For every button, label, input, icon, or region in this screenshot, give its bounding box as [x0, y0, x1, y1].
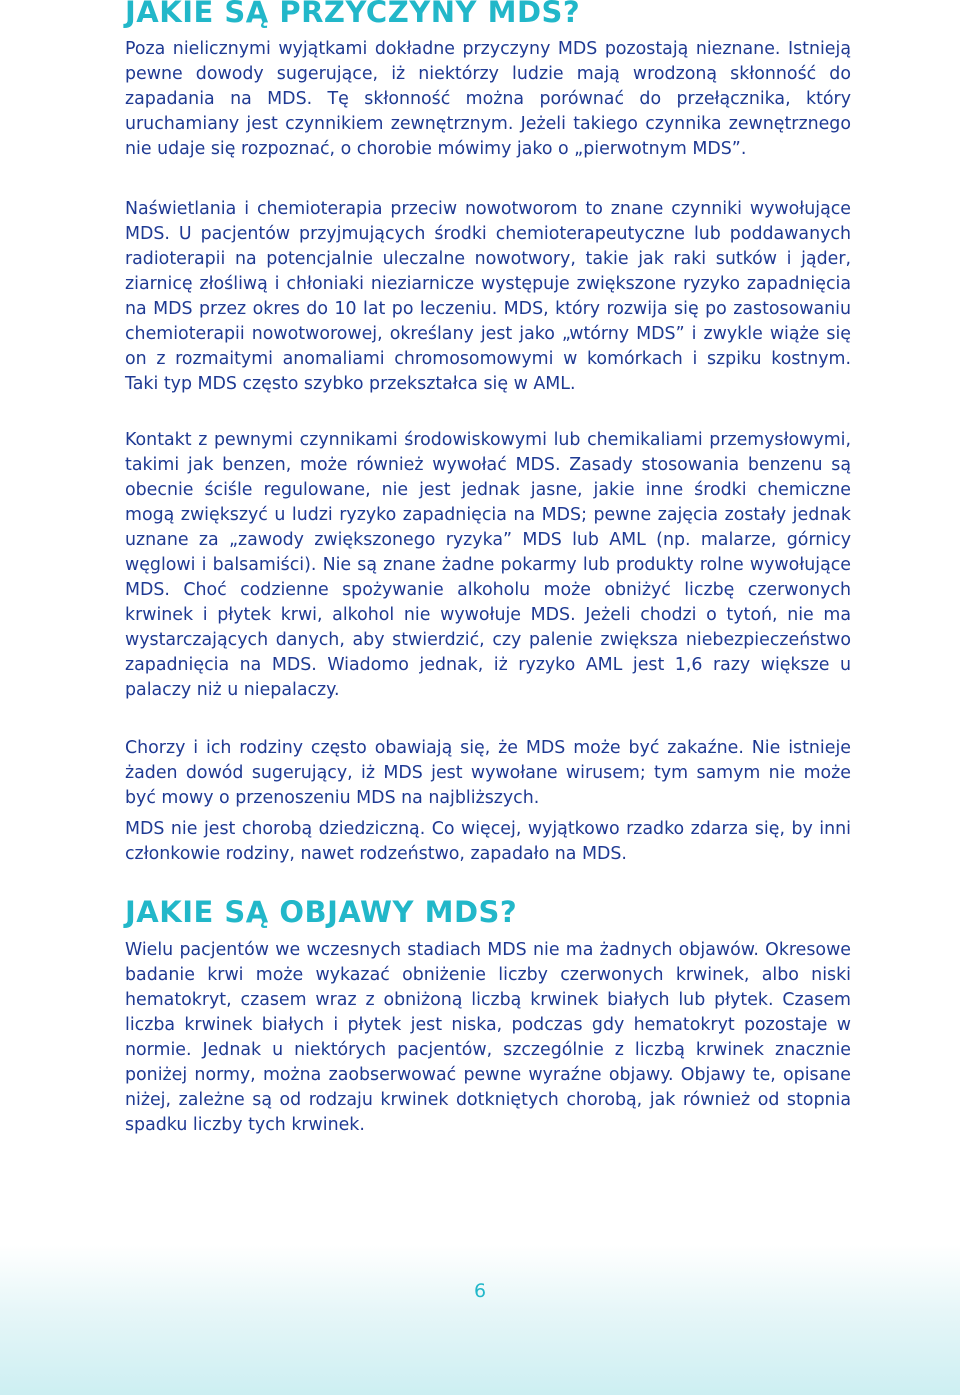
- paragraph-symptoms-1: Wielu pacjentów we wczesnych stadiach MDS nie ma żadnych objawów. Okresowe badanie krwi może wykazać obniżenie liczby czerwonych krwinek, albo niski hematokryt, czasem wraz z obniżoną liczbą krwinek białych lub płytek. Czasem liczba krwinek białych i płytek jest niska, podczas gdy hematokryt pozostaje w normie. Jednak u niektórych pacjentów, szczególnie z liczbą krwinek znacznie poniżej normy, można zaobserwować pewne wyraźne objawy. Objawy te, opisane niżej, zależne są od rodzaju krwinek dotkniętych chorobą, jak również od stopnia spadku liczby tych krwinek.: [125, 940, 851, 1135]
- section-heading-symptoms: JAKIE SĄ OBJAWY MDS?: [125, 895, 518, 929]
- section-heading-causes: JAKIE SĄ PRZYCZYNY MDS?: [125, 0, 581, 29]
- paragraph-causes-5: MDS nie jest chorobą dziedziczną. Co więcej, wyjątkowo rzadko zdarza się, by inni członkowie rodziny, nawet rodzeństwo, zapadało na MDS.: [125, 819, 851, 864]
- page-number: 6: [473, 1280, 487, 1302]
- paragraph-causes-4: Chorzy i ich rodziny często obawiają się, że MDS może być zakaźne. Nie istnieje żaden dowód sugerujący, iż MDS jest wywołane wirusem; tym samym nie może być mowy o przenoszeniu MDS na najbliższych.: [125, 738, 851, 808]
- paragraph-causes-2: Naświetlania i chemioterapia przeciw nowotworom to znane czynniki wywołujące MDS. U pacjentów przyjmujących środki chemioterapeutyczne lub poddawanych radioterapii na potencjalnie uleczalne nowotwory, takie jak raki sutków i jąder, ziarnicę złośliwą i chłoniaki nieziarnicze występuje zwiększone ryzyko zapadnięcia na MDS przez okres do 10 lat po leczeniu. MDS, który rozwija się po zastosowaniu chemioterapii nowotworowej, określany jest jako „wtórny MDS” i zwykle wiąże się on z rozmaitymi anomaliami chromosomowymi w komórkach i szpiku kostnym. Taki typ MDS często szybko przekształca się w AML.: [125, 199, 851, 394]
- paragraph-causes-1: Poza nielicznymi wyjątkami dokładne przyczyny MDS pozostają nieznane. Istnieją pewne dowody sugerujące, iż niektórzy ludzie mają wrodzoną skłonność do zapadania na MDS. Tę skłonność można porównać do przełącznika, który uruchamiany jest czynnikiem zewnętrznym. Jeżeli takiego czynnika zewnętrznego nie udaje się rozpoznać, o chorobie mówimy jako o „pierwotnym MDS”.: [125, 39, 851, 159]
- paragraph-causes-3: Kontakt z pewnymi czynnikami środowiskowymi lub chemikaliami przemysłowymi, takimi jak benzen, może również wywołać MDS. Zasady stosowania benzenu są obecnie ściśle regulowane, nie jest jednak jasne, jakie inne środki chemiczne mogą zwiększyć u ludzi ryzyko zapadnięcia na MDS; pewne zajęcia zostały jednak uznane za „zawody zwiększonego ryzyka” MDS lub AML (np. malarze, górnicy węglowi i balsamiści). Nie są znane żadne pokarmy lub produkty rolne wywołujące MDS. Choć codzienne spożywanie alkoholu może obniżyć liczbę czerwonych krwinek i płytek krwi, alkohol nie wywołuje MDS. Jeżeli chodzi o tytoń, nie ma wystarczających danych, aby stwierdzić, czy palenie zwiększa niebezpieczeństwo zapadnięcia na MDS. Wiadomo jednak, iż ryzyko AML jest 1,6 razy większe u palaczy niż u niepalaczy.: [125, 430, 851, 700]
- footer-gradient-band: [0, 1245, 960, 1395]
